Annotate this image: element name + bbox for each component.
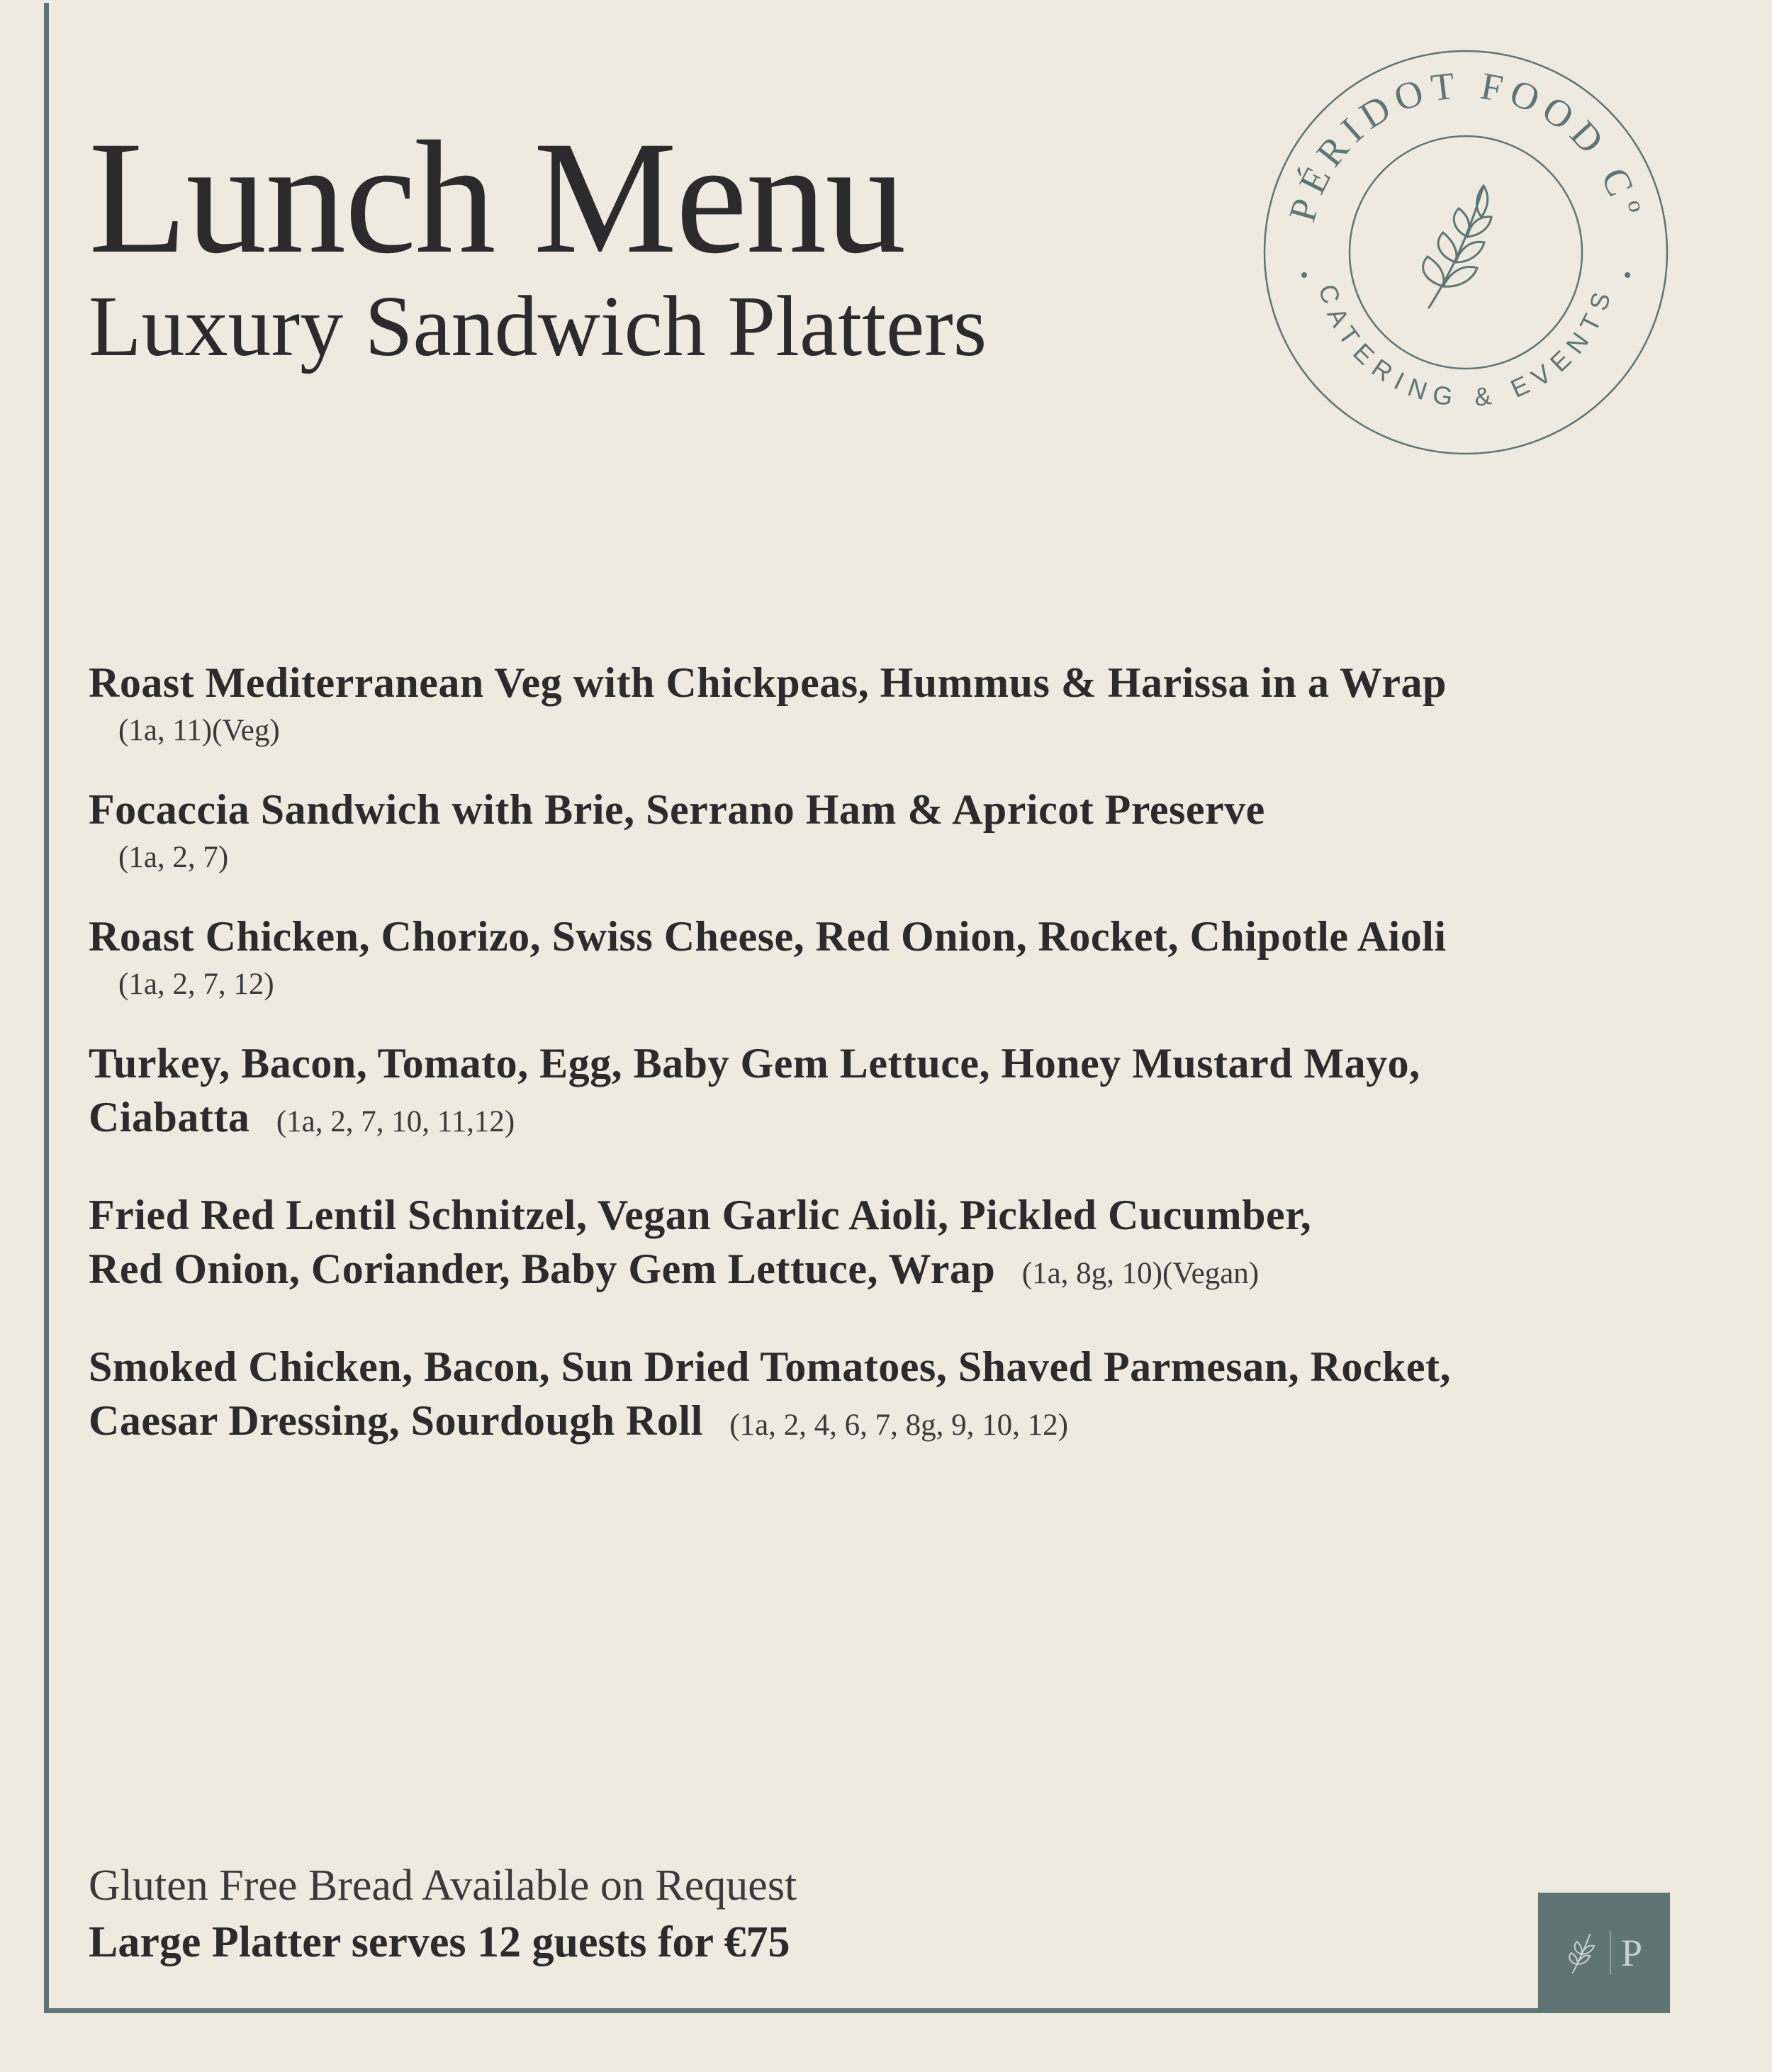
- menu-item: [89, 1188, 1648, 1301]
- menu-item: [89, 909, 1648, 1006]
- logo-inner-ring: [1350, 136, 1582, 369]
- badge-separator: [1610, 1931, 1611, 1975]
- menu-item-name-line2: Red Onion, Coriander, Baby Gem Lettuce, Wrap: [89, 1245, 996, 1292]
- menu-item-allergens: (1a, 8g, 10)(Vegan): [1021, 1257, 1260, 1290]
- page-subtitle: Luxury Sandwich Platters: [89, 279, 987, 374]
- leaf-sprig-icon: [1566, 1930, 1600, 1976]
- badge-letter: P: [1620, 1932, 1643, 1974]
- menu-item-allergens: (1a, 2, 7): [118, 841, 229, 874]
- menu-item-name-line1: Turkey, Bacon, Tomato, Egg, Baby Gem Lettuce, Honey Mustard Mayo,: [89, 1040, 1420, 1087]
- leaf-sprig-icon: [1423, 186, 1491, 308]
- brand-badge: [1538, 1893, 1670, 2013]
- menu-item-name-line1: Fried Red Lentil Schnitzel, Vegan Garlic Aioli, Pickled Cucumber,: [89, 1192, 1312, 1238]
- menu-item: [89, 1036, 1648, 1149]
- menu-item-name: Roast Chicken, Chorizo, Swiss Cheese, Red Onion, Rocket, Chipotle Aioli: [89, 913, 1447, 960]
- menu-item-name-line1: Smoked Chicken, Bacon, Sun Dried Tomatoes, Shaved Parmesan, Rocket,: [89, 1343, 1452, 1390]
- gluten-free-note: Gluten Free Bread Available on Request: [89, 1861, 797, 1910]
- menu-item-name: Focaccia Sandwich with Brie, Serrano Ham & Apricot Preserve: [89, 786, 1265, 833]
- menu-item-name: Roast Mediterranean Veg with Chickpeas, Hummus & Harissa in a Wrap: [89, 659, 1447, 706]
- menu-item: [89, 656, 1648, 752]
- menu-item: [89, 1340, 1648, 1452]
- menu-item-allergens: (1a, 2, 7, 12): [118, 968, 274, 1001]
- frame-bottom-border: [44, 2008, 1589, 2013]
- logo-top-text: PÉRIDOT FOOD Cº: [1280, 63, 1652, 227]
- platter-price: Large Platter serves 12 guests for €75: [89, 1918, 790, 1966]
- menu-item-allergens: (1a, 2, 7, 10, 11,12): [276, 1105, 515, 1138]
- menu-item-allergens: (1a, 11)(Veg): [118, 714, 280, 747]
- logo-dot-right: [1625, 272, 1630, 278]
- menu-item: [89, 783, 1648, 879]
- menu-list: [89, 656, 1648, 1452]
- menu-item-allergens: (1a, 2, 4, 6, 7, 8g, 9, 10, 12): [729, 1409, 1068, 1442]
- peridot-logo: [1260, 47, 1671, 458]
- page-title: Lunch Menu: [89, 108, 905, 287]
- logo-bottom-text: CATERING & EVENTS: [1313, 281, 1619, 413]
- menu-item-name-line2: Ciabatta: [89, 1094, 250, 1141]
- logo-dot-left: [1301, 272, 1307, 278]
- frame-left-border: [44, 3, 49, 2013]
- menu-item-name-line2: Caesar Dressing, Sourdough Roll: [89, 1397, 703, 1444]
